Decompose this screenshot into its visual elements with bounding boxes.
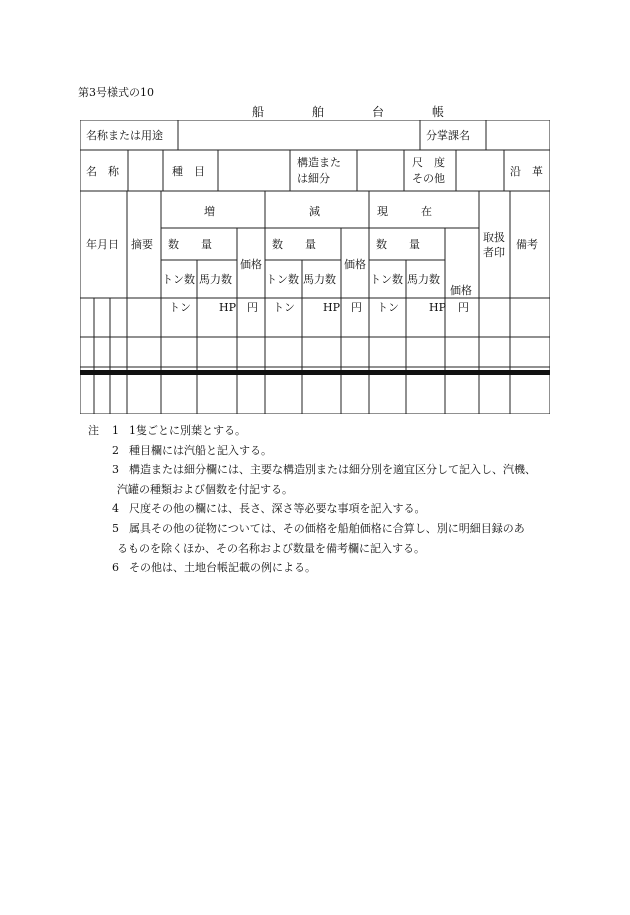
notes-prefix: 注 — [88, 424, 99, 437]
dimensions-label-2: その他 — [412, 172, 445, 185]
note-item — [76, 421, 556, 441]
decrease-hp-label: 馬力数 — [303, 273, 336, 286]
note-number: 2 — [112, 443, 119, 457]
category-label: 種 目 — [172, 165, 205, 178]
note-item — [76, 558, 556, 578]
note-text: 1隻ごとに別葉とする。 — [129, 424, 246, 437]
note-text: その他は、土地台帳記載の例による。 — [129, 561, 316, 575]
form-number: 第3号様式の10 — [78, 86, 154, 99]
decrease-label: 減 — [309, 205, 320, 218]
name-or-use-label: 名称または用途 — [86, 129, 163, 142]
dimensions-label-1: 尺 度 — [412, 156, 445, 169]
history-label: 沿 革 — [510, 165, 543, 178]
increase-price-label: 価格 — [240, 258, 262, 271]
increase-tons-label: トン数 — [162, 273, 195, 286]
note-number: 5 — [112, 521, 119, 535]
structure-label-2: は細分 — [297, 172, 330, 185]
date-column-label: 年月日 — [86, 238, 119, 251]
increase-quantity-label: 数 量 — [168, 238, 212, 251]
note-number: 1 — [112, 424, 119, 437]
notes — [76, 421, 556, 578]
current-quantity-label: 数 量 — [376, 238, 420, 251]
decrease-price-label: 価格 — [344, 258, 366, 271]
handler-label-1: 取扱 — [483, 231, 505, 244]
note-text: 種目欄には汽船と記入する。 — [129, 443, 272, 457]
ship-ledger-table — [80, 120, 550, 414]
note-item — [76, 499, 556, 519]
increase-hp-label: 馬力数 — [199, 273, 232, 286]
current-unit-yen: 円 — [458, 301, 469, 314]
note-item — [76, 441, 556, 461]
handler-label-2: 者印 — [483, 246, 505, 259]
remarks-label: 備考 — [516, 238, 538, 251]
jurisdiction-label: 分掌課名 — [426, 129, 470, 142]
document-title: 船 舶 台 帳 — [252, 105, 463, 119]
note-item — [76, 460, 556, 499]
increase-unit-ton: トン — [169, 301, 191, 314]
note-number: 4 — [112, 502, 119, 516]
current-label: 現 在 — [377, 205, 432, 218]
decrease-unit-yen: 円 — [351, 301, 362, 314]
current-tons-label: トン数 — [370, 273, 403, 286]
decrease-tons-label: トン数 — [266, 273, 299, 286]
note-text: 属具その他の従物については、その価格を船舶価格に合算し、別に明細目録のあ — [129, 521, 525, 535]
note-text: 構造または細分欄には、主要な構造別または細分別を適宜区分して記入し、汽機、 — [129, 463, 536, 477]
decrease-unit-hp: HP — [323, 301, 340, 314]
current-unit-ton: トン — [377, 301, 399, 314]
note-text-continuation: るものを除くほか、その名称および数量を備考欄に記入する。 — [117, 541, 425, 555]
note-text: 尺度その他の欄には、長さ、深さ等必要な事項を記入する。 — [129, 502, 426, 516]
note-text-continuation: 汽罐の種類および個数を付記する。 — [117, 482, 293, 496]
decrease-unit-ton: トン — [273, 301, 295, 314]
increase-unit-hp: HP — [219, 301, 236, 314]
structure-label-1: 構造また — [297, 156, 341, 169]
summary-column-label: 摘要 — [131, 238, 153, 251]
note-item — [76, 519, 556, 558]
current-hp-label: 馬力数 — [407, 273, 440, 286]
increase-label: 増 — [204, 205, 215, 218]
note-number: 6 — [112, 561, 119, 575]
increase-unit-yen: 円 — [247, 301, 258, 314]
name-label: 名 称 — [86, 165, 119, 178]
decrease-quantity-label: 数 量 — [272, 238, 316, 251]
current-unit-hp: HP — [429, 301, 446, 314]
current-price-label: 価格 — [450, 284, 472, 297]
note-number: 3 — [112, 463, 119, 477]
